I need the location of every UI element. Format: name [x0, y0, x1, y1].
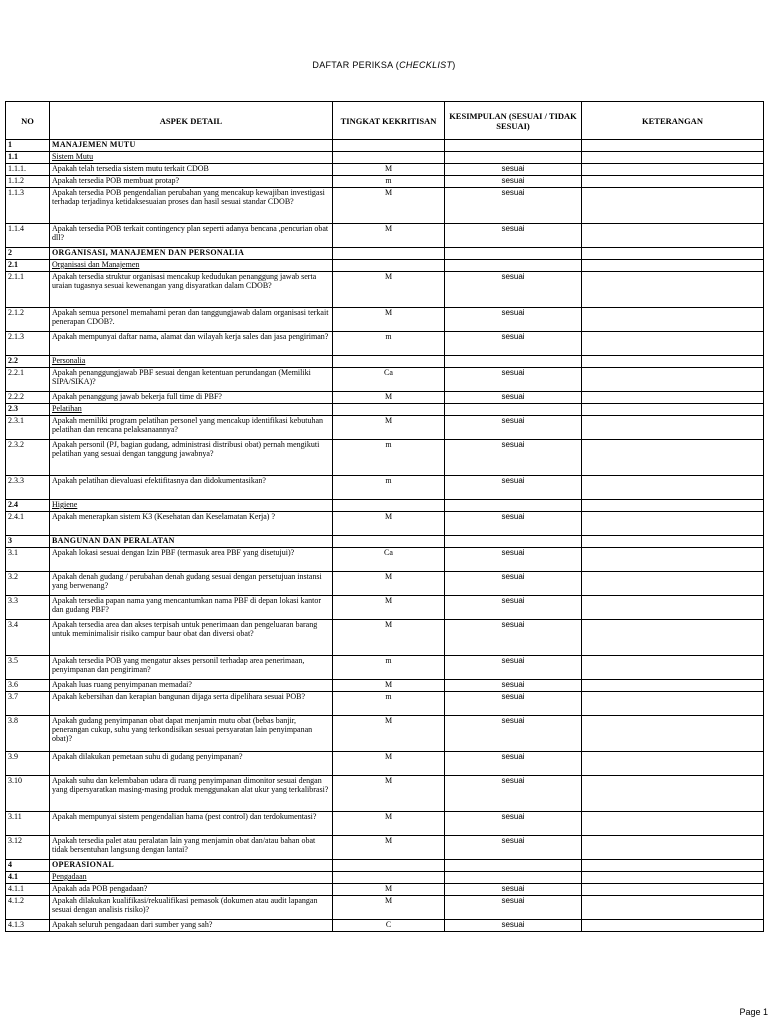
row-number: 1 [6, 140, 50, 152]
row-criticality: M [333, 272, 445, 308]
row-conclusion: sesuai [445, 812, 582, 836]
row-notes [582, 392, 764, 404]
table-row [6, 188, 764, 224]
row-notes [582, 476, 764, 500]
row-aspect: Organisasi dan Manajemen [50, 260, 333, 272]
header-row [6, 102, 764, 140]
row-number: 3.4 [6, 620, 50, 656]
row-criticality: M [333, 716, 445, 752]
row-number: 2.2.1 [6, 368, 50, 392]
row-conclusion: sesuai [445, 572, 582, 596]
row-number: 2.4.1 [6, 512, 50, 536]
header-aspect: ASPEK DETAIL [50, 102, 333, 140]
row-aspect: Apakah tersedia struktur organisasi mencakup kedudukan penanggung jawab serta uraian tugasnya sesuai kewenangan yang disyaratkan dalam CDOB? [50, 272, 333, 308]
subsection-row [6, 260, 764, 272]
table-row [6, 176, 764, 188]
row-conclusion: sesuai [445, 752, 582, 776]
row-criticality: m [333, 656, 445, 680]
row-aspect: Apakah menerapkan sistem K3 (Kesehatan dan Keselamatan Kerja) ? [50, 512, 333, 536]
row-criticality: M [333, 224, 445, 248]
row-aspect: Apakah tersedia POB membuat protap? [50, 176, 333, 188]
table-row [6, 896, 764, 920]
row-aspect: Apakah suhu dan kelembaban udara di ruang penyimpanan dimonitor sesuai dengan yang dipersyaratkan masing-masing produk menggunakan alat ukur yang terkalibrasi? [50, 776, 333, 812]
row-aspect: Higiene [50, 500, 333, 512]
row-number: 1.1 [6, 152, 50, 164]
section-row [6, 860, 764, 872]
row-number: 3.7 [6, 692, 50, 716]
row-notes [582, 176, 764, 188]
row-notes [582, 164, 764, 176]
row-notes [582, 272, 764, 308]
row-criticality: M [333, 164, 445, 176]
row-number: 2.3 [6, 404, 50, 416]
table-row [6, 884, 764, 896]
row-conclusion: sesuai [445, 620, 582, 656]
row-conclusion: sesuai [445, 512, 582, 536]
table-row [6, 812, 764, 836]
row-number: 1.1.3 [6, 188, 50, 224]
row-conclusion: sesuai [445, 884, 582, 896]
row-number: 3 [6, 536, 50, 548]
subsection-row [6, 872, 764, 884]
row-conclusion: sesuai [445, 836, 582, 860]
row-criticality: m [333, 440, 445, 476]
table-row [6, 164, 764, 176]
row-criticality: C [333, 920, 445, 932]
row-criticality: m [333, 692, 445, 716]
row-notes [582, 812, 764, 836]
row-aspect: ORGANISASI, MANAJEMEN DAN PERSONALIA [50, 248, 333, 260]
row-notes [582, 680, 764, 692]
row-aspect: Apakah mempunyai daftar nama, alamat dan wilayah kerja sales dan jasa pengiriman? [50, 332, 333, 356]
row-notes [582, 860, 764, 872]
row-number: 3.2 [6, 572, 50, 596]
row-criticality: M [333, 416, 445, 440]
header-no: NO [6, 102, 50, 140]
row-aspect: Apakah pelatihan dievaluasi efektifitasnya dan didokumentasikan? [50, 476, 333, 500]
table-row [6, 692, 764, 716]
row-notes [582, 356, 764, 368]
row-criticality: M [333, 392, 445, 404]
row-number: 1.1.4 [6, 224, 50, 248]
row-criticality [333, 356, 445, 368]
table-row [6, 476, 764, 500]
subsection-row [6, 152, 764, 164]
row-conclusion [445, 248, 582, 260]
row-notes [582, 896, 764, 920]
table-row [6, 572, 764, 596]
row-number: 3.1 [6, 548, 50, 572]
row-number: 3.8 [6, 716, 50, 752]
row-conclusion: sesuai [445, 272, 582, 308]
row-number: 2.3.2 [6, 440, 50, 476]
row-aspect: OPERASIONAL [50, 860, 333, 872]
row-criticality: M [333, 188, 445, 224]
row-conclusion: sesuai [445, 368, 582, 392]
row-aspect: Apakah seluruh pengadaan dari sumber yang sah? [50, 920, 333, 932]
table-row [6, 392, 764, 404]
row-notes [582, 248, 764, 260]
row-criticality: M [333, 896, 445, 920]
table-row [6, 752, 764, 776]
row-conclusion: sesuai [445, 776, 582, 812]
checklist-body [6, 140, 764, 932]
table-row [6, 656, 764, 680]
row-criticality: m [333, 476, 445, 500]
header-notes: KETERANGAN [582, 102, 764, 140]
row-conclusion: sesuai [445, 596, 582, 620]
row-number: 4.1.2 [6, 896, 50, 920]
row-number: 4 [6, 860, 50, 872]
table-row [6, 620, 764, 656]
table-row [6, 776, 764, 812]
row-conclusion [445, 536, 582, 548]
row-aspect: Apakah mempunyai sistem pengendalian hama (pest control) dan terdokumentasi? [50, 812, 333, 836]
row-number: 2.1.1 [6, 272, 50, 308]
row-aspect: BANGUNAN DAN PERALATAN [50, 536, 333, 548]
row-criticality: Ca [333, 548, 445, 572]
row-number: 2.4 [6, 500, 50, 512]
row-conclusion [445, 356, 582, 368]
row-aspect: Apakah personil (PJ, bagian gudang, administrasi distribusi obat) pernah mengikuti pelatihan yang sesuai dengan tanggung jawabnya? [50, 440, 333, 476]
row-number: 3.10 [6, 776, 50, 812]
row-notes [582, 620, 764, 656]
section-row [6, 248, 764, 260]
row-aspect: MANAJEMEN MUTU [50, 140, 333, 152]
row-conclusion: sesuai [445, 896, 582, 920]
table-row [6, 716, 764, 752]
row-conclusion: sesuai [445, 308, 582, 332]
row-conclusion: sesuai [445, 548, 582, 572]
table-row [6, 548, 764, 572]
row-aspect: Apakah tersedia area dan akses terpisah untuk penerimaan dan pengeluaran barang untuk meminimalisir risiko campur baur obat dan diversi obat? [50, 620, 333, 656]
row-number: 3.9 [6, 752, 50, 776]
row-aspect: Apakah penanggung jawab bekerja full time di PBF? [50, 392, 333, 404]
row-conclusion: sesuai [445, 416, 582, 440]
table-row [6, 680, 764, 692]
row-notes [582, 188, 764, 224]
row-aspect: Apakah dilakukan pemetaan suhu di gudang penyimpanan? [50, 752, 333, 776]
row-conclusion [445, 152, 582, 164]
row-number: 2.1.3 [6, 332, 50, 356]
row-notes [582, 152, 764, 164]
row-notes [582, 308, 764, 332]
row-conclusion [445, 872, 582, 884]
row-conclusion: sesuai [445, 332, 582, 356]
row-number: 2.1.2 [6, 308, 50, 332]
row-conclusion: sesuai [445, 440, 582, 476]
row-conclusion: sesuai [445, 188, 582, 224]
row-aspect: Pengadaan [50, 872, 333, 884]
page-number: Page 1 [739, 1007, 768, 1017]
row-number: 2.2 [6, 356, 50, 368]
row-number: 3.11 [6, 812, 50, 836]
row-aspect: Apakah memiliki program pelatihan personel yang mencakup identifikasi kebutuhan pelatihan dan rencana pelaksanaannya? [50, 416, 333, 440]
row-criticality: M [333, 512, 445, 536]
row-criticality [333, 260, 445, 272]
row-number: 4.1 [6, 872, 50, 884]
row-aspect: Apakah tersedia palet atau peralatan lain yang menjamin obat dan/atau bahan obat tidak bersentuhan langsung dengan lantai? [50, 836, 333, 860]
row-conclusion: sesuai [445, 476, 582, 500]
row-criticality [333, 140, 445, 152]
row-criticality [333, 872, 445, 884]
table-row [6, 920, 764, 932]
subsection-row [6, 500, 764, 512]
table-row [6, 440, 764, 476]
header-conclusion: KESIMPULAN (SESUAI / TIDAK SESUAI) [445, 102, 582, 140]
row-notes [582, 500, 764, 512]
row-aspect: Apakah luas ruang penyimpanan memadai? [50, 680, 333, 692]
row-notes [582, 776, 764, 812]
row-notes [582, 140, 764, 152]
row-aspect: Personalia [50, 356, 333, 368]
row-criticality: M [333, 620, 445, 656]
row-number: 1.1.1. [6, 164, 50, 176]
row-criticality: m [333, 332, 445, 356]
subsection-row [6, 404, 764, 416]
row-aspect: Sistem Mutu [50, 152, 333, 164]
row-criticality [333, 248, 445, 260]
header-criticality: TINGKAT KEKRITISAN [333, 102, 445, 140]
row-number: 3.12 [6, 836, 50, 860]
row-notes [582, 536, 764, 548]
row-notes [582, 716, 764, 752]
row-notes [582, 596, 764, 620]
row-number: 3.3 [6, 596, 50, 620]
row-notes [582, 512, 764, 536]
row-aspect: Apakah tersedia POB terkait contingency plan seperti adanya bencana ,pencurian obat dll? [50, 224, 333, 248]
row-number: 2.1 [6, 260, 50, 272]
row-notes [582, 416, 764, 440]
row-criticality [333, 500, 445, 512]
table-row [6, 272, 764, 308]
row-criticality: m [333, 176, 445, 188]
subsection-row [6, 356, 764, 368]
table-row [6, 512, 764, 536]
row-criticality: M [333, 812, 445, 836]
row-number: 4.1.1 [6, 884, 50, 896]
row-criticality: M [333, 596, 445, 620]
row-criticality: M [333, 572, 445, 596]
row-aspect: Apakah lokasi sesuai dengan Izin PBF (termasuk area PBF yang disetujui)? [50, 548, 333, 572]
row-notes [582, 368, 764, 392]
table-row [6, 308, 764, 332]
row-number: 2.3.1 [6, 416, 50, 440]
row-aspect: Apakah denah gudang / perubahan denah gudang sesuai dengan persetujuan instansi yang berwenang? [50, 572, 333, 596]
row-conclusion: sesuai [445, 656, 582, 680]
row-conclusion: sesuai [445, 716, 582, 752]
row-number: 2.3.3 [6, 476, 50, 500]
row-conclusion: sesuai [445, 692, 582, 716]
row-conclusion [445, 500, 582, 512]
row-notes [582, 656, 764, 680]
row-conclusion [445, 860, 582, 872]
row-aspect: Pelatihan [50, 404, 333, 416]
row-notes [582, 548, 764, 572]
row-notes [582, 332, 764, 356]
row-aspect: Apakah tersedia POB yang mengatur akses personil terhadap area penerimaan, penyimpanan dan pengiriman? [50, 656, 333, 680]
row-number: 1.1.2 [6, 176, 50, 188]
section-row [6, 140, 764, 152]
row-conclusion: sesuai [445, 920, 582, 932]
row-criticality: M [333, 836, 445, 860]
table-row [6, 596, 764, 620]
row-aspect: Apakah kebersihan dan kerapian bangunan dijaga serta dipelihara sesuai POB? [50, 692, 333, 716]
row-criticality: M [333, 308, 445, 332]
row-notes [582, 692, 764, 716]
row-notes [582, 260, 764, 272]
row-number: 4.1.3 [6, 920, 50, 932]
row-conclusion [445, 404, 582, 416]
row-aspect: Apakah tersedia POB pengendalian perubahan yang mencakup kewajiban investigasi terhadap terjadinya ketidaksesuaian proses dan hasil sesuai standar CDOB? [50, 188, 333, 224]
row-aspect: Apakah ada POB pengadaan? [50, 884, 333, 896]
row-conclusion [445, 260, 582, 272]
row-aspect: Apakah dilakukan kualifikasi/rekualifikasi pemasok (dokumen atau audit lapangan sesuai dengan analisis risiko)? [50, 896, 333, 920]
row-conclusion: sesuai [445, 164, 582, 176]
row-notes [582, 224, 764, 248]
row-aspect: Apakah gudang penyimpanan obat dapat menjamin mutu obat (bebas banjir, penerangan cukup, suhu yang terkondisikan sesuai persyaratan lain penyimpanan obat)? [50, 716, 333, 752]
row-aspect: Apakah penanggungjawab PBF sesuai dengan ketentuan perundangan (Memiliki SIPA/SIKA)? [50, 368, 333, 392]
row-conclusion: sesuai [445, 680, 582, 692]
checklist-table [5, 101, 764, 932]
row-notes [582, 440, 764, 476]
document-title: DAFTAR PERIKSA (CHECKLIST) [312, 60, 456, 70]
row-number: 3.5 [6, 656, 50, 680]
row-criticality [333, 404, 445, 416]
row-aspect: Apakah semua personel memahami peran dan tanggungjawab dalam organisasi terkait penerapan CDOB?. [50, 308, 333, 332]
row-conclusion: sesuai [445, 224, 582, 248]
row-notes [582, 404, 764, 416]
row-notes [582, 872, 764, 884]
row-criticality [333, 152, 445, 164]
table-row [6, 332, 764, 356]
row-criticality: Ca [333, 368, 445, 392]
row-notes [582, 572, 764, 596]
row-criticality: M [333, 884, 445, 896]
table-row [6, 836, 764, 860]
row-conclusion: sesuai [445, 392, 582, 404]
section-row [6, 536, 764, 548]
row-number: 3.6 [6, 680, 50, 692]
row-number: 2 [6, 248, 50, 260]
row-criticality [333, 536, 445, 548]
row-notes [582, 884, 764, 896]
row-aspect: Apakah tersedia papan nama yang mencantumkan nama PBF di depan lokasi kantor dan gudang PBF? [50, 596, 333, 620]
table-row [6, 368, 764, 392]
row-conclusion [445, 140, 582, 152]
row-notes [582, 920, 764, 932]
row-number: 2.2.2 [6, 392, 50, 404]
row-criticality [333, 860, 445, 872]
table-row [6, 224, 764, 248]
row-notes [582, 836, 764, 860]
row-criticality: M [333, 776, 445, 812]
row-conclusion: sesuai [445, 176, 582, 188]
row-aspect: Apakah telah tersedia sistem mutu terkait CDOB [50, 164, 333, 176]
row-criticality: M [333, 752, 445, 776]
row-criticality: M [333, 680, 445, 692]
row-notes [582, 752, 764, 776]
table-row [6, 416, 764, 440]
